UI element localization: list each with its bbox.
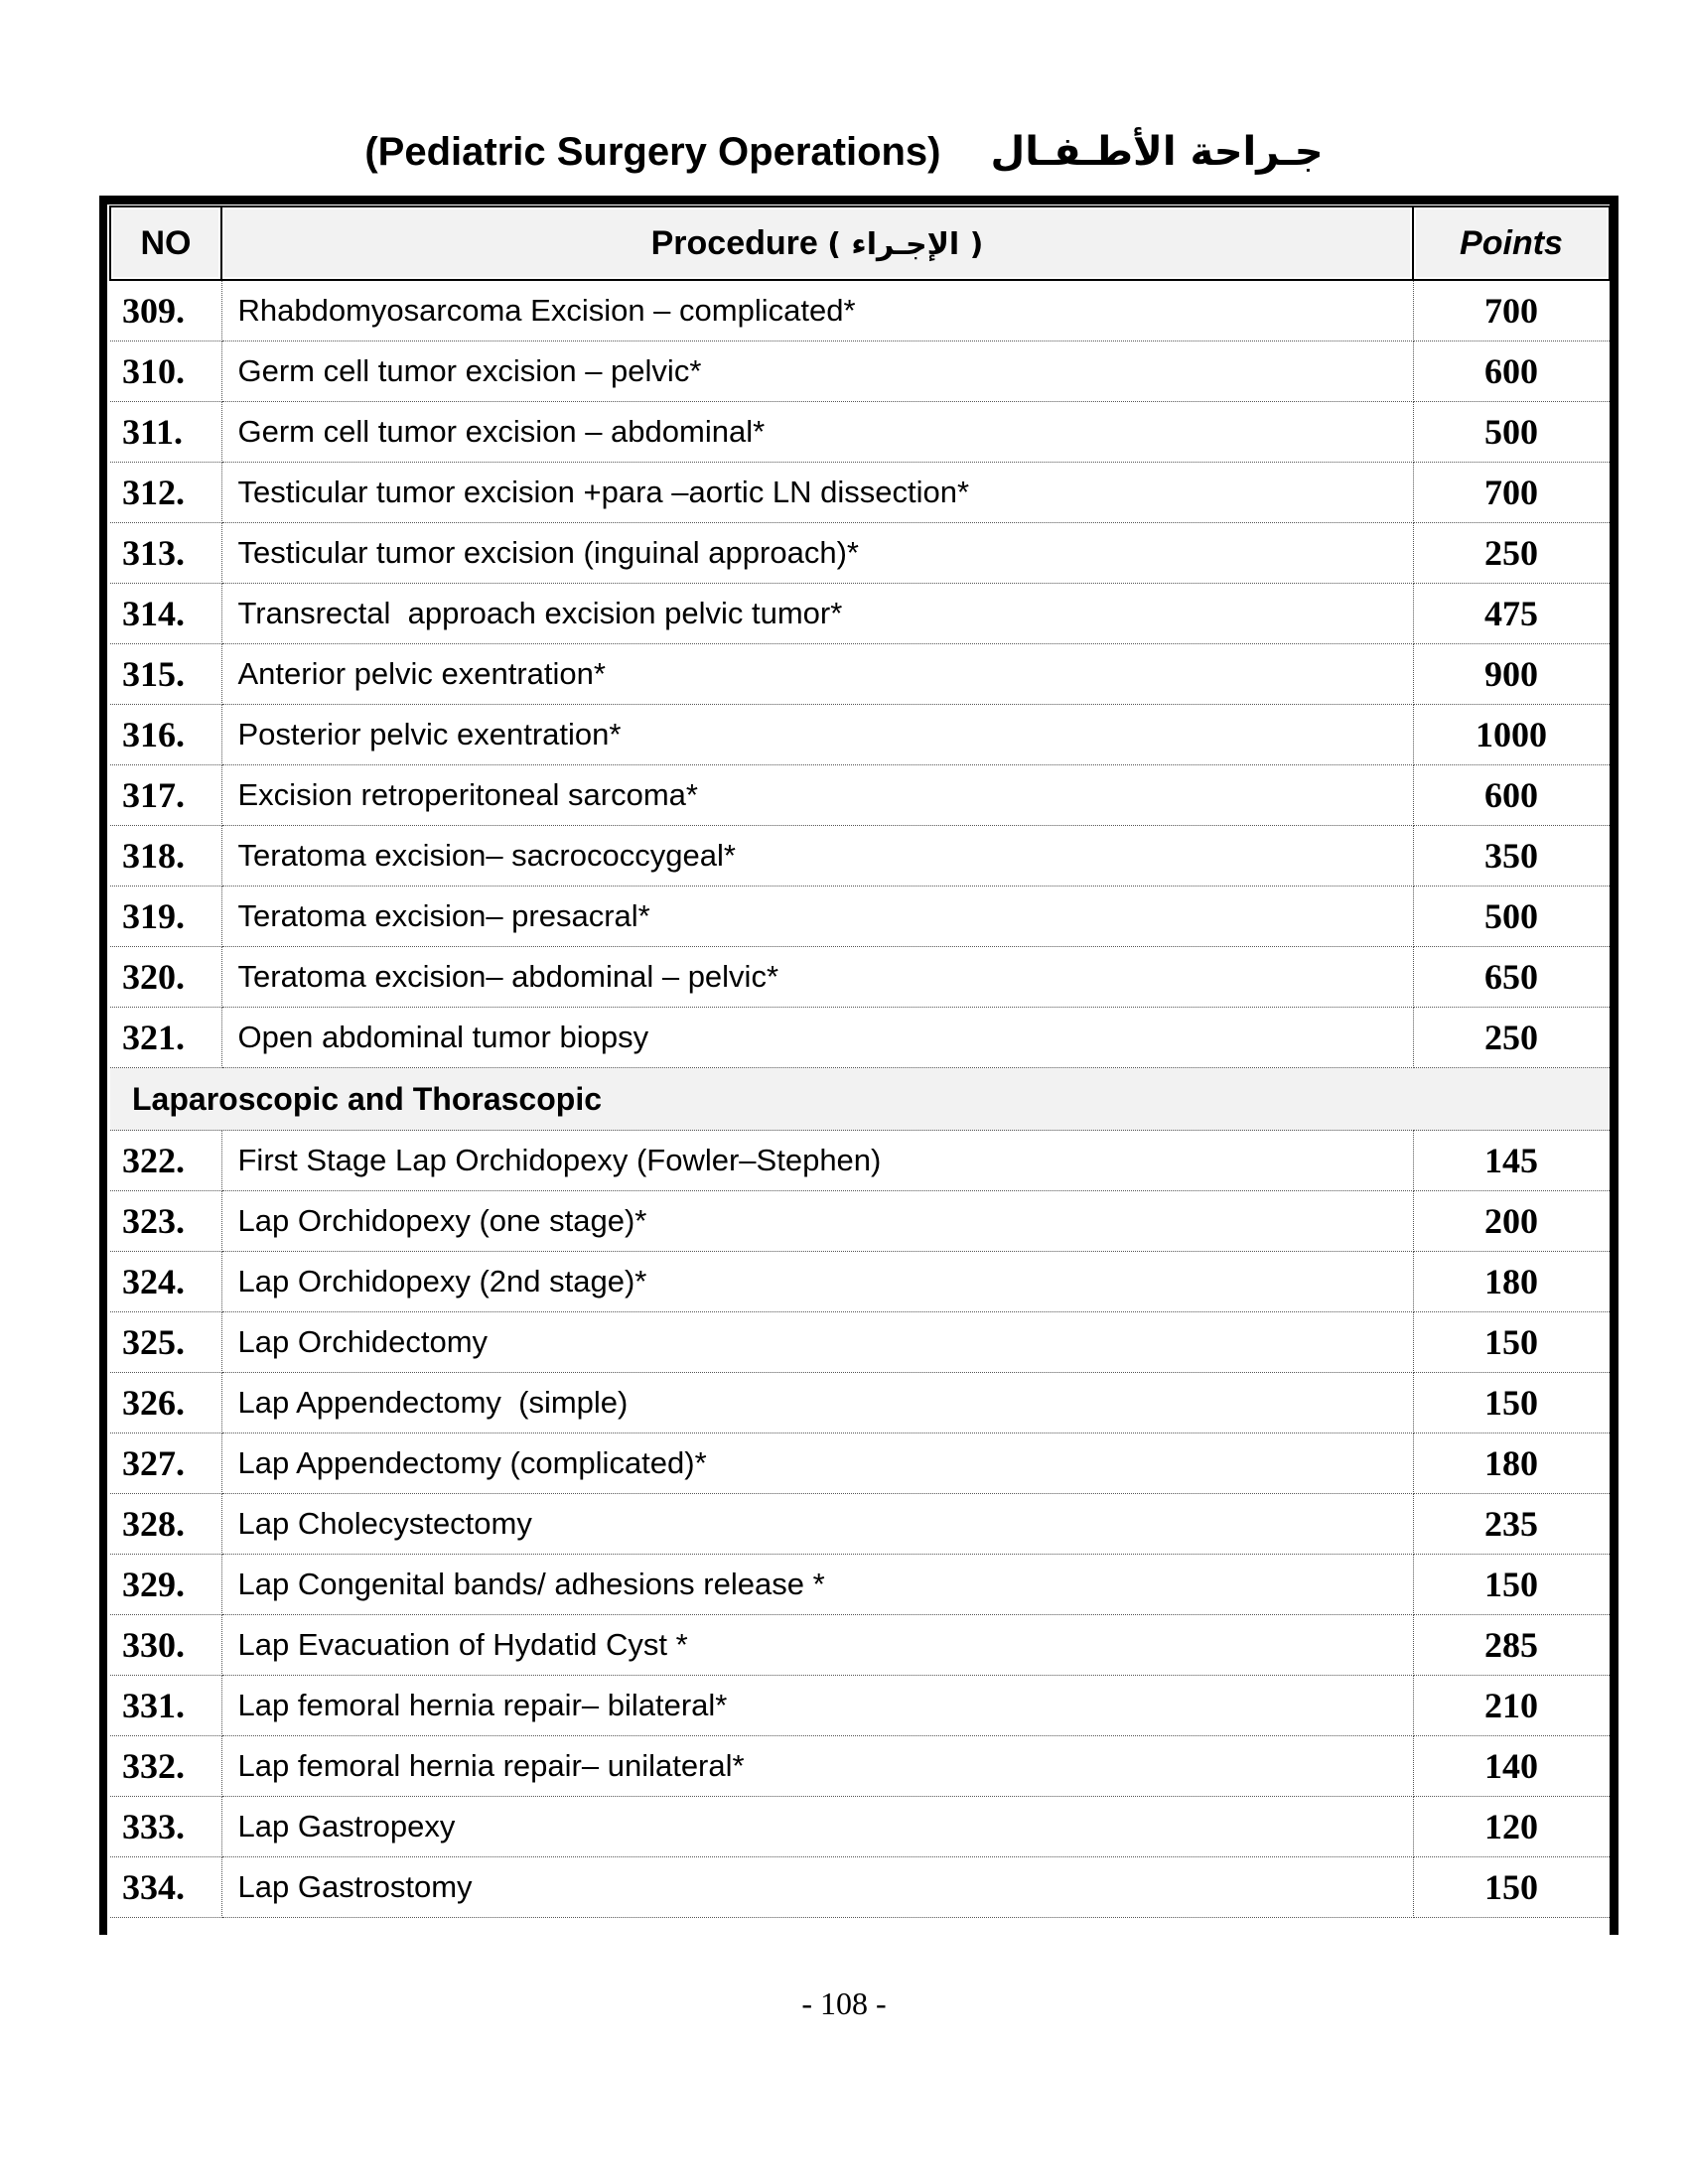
row-number: 317. xyxy=(110,765,221,826)
row-procedure: Lap Gastropexy xyxy=(221,1797,1413,1857)
column-header-procedure xyxy=(221,206,1413,280)
row-points: 1000 xyxy=(1413,705,1610,765)
row-number: 321. xyxy=(110,1008,221,1068)
row-points: 650 xyxy=(1413,947,1610,1008)
table-row xyxy=(110,1131,1610,1191)
table-row xyxy=(110,402,1610,463)
table-row xyxy=(110,1191,1610,1252)
row-number: 331. xyxy=(110,1676,221,1736)
row-procedure: Lap femoral hernia repair– unilateral* xyxy=(221,1736,1413,1797)
table-header-row xyxy=(110,206,1610,280)
table-row xyxy=(110,1736,1610,1797)
table-body-group2 xyxy=(110,1131,1610,1918)
row-points: 150 xyxy=(1413,1373,1610,1433)
table-row xyxy=(110,1857,1610,1918)
page-title xyxy=(0,129,1688,175)
table-row xyxy=(110,1008,1610,1068)
row-points: 250 xyxy=(1413,523,1610,584)
row-number: 320. xyxy=(110,947,221,1008)
table-row xyxy=(110,584,1610,644)
row-points: 235 xyxy=(1413,1494,1610,1555)
row-number: 322. xyxy=(110,1131,221,1191)
table-row xyxy=(110,887,1610,947)
row-procedure: Teratoma excision– sacrococcygeal* xyxy=(221,826,1413,887)
procedures-table xyxy=(109,205,1611,1918)
row-number: 329. xyxy=(110,1555,221,1615)
row-points: 120 xyxy=(1413,1797,1610,1857)
row-procedure: Germ cell tumor excision – abdominal* xyxy=(221,402,1413,463)
table-row xyxy=(110,1555,1610,1615)
row-number: 332. xyxy=(110,1736,221,1797)
table-row xyxy=(110,341,1610,402)
row-points: 500 xyxy=(1413,402,1610,463)
row-number: 314. xyxy=(110,584,221,644)
row-number: 312. xyxy=(110,463,221,523)
table-row xyxy=(110,765,1610,826)
row-points: 150 xyxy=(1413,1857,1610,1918)
row-points: 900 xyxy=(1413,644,1610,705)
row-procedure: Testicular tumor excision (inguinal approach)* xyxy=(221,523,1413,584)
row-number: 316. xyxy=(110,705,221,765)
row-procedure: First Stage Lap Orchidopexy (Fowler–Stephen) xyxy=(221,1131,1413,1191)
row-number: 313. xyxy=(110,523,221,584)
table-row xyxy=(110,947,1610,1008)
row-points: 350 xyxy=(1413,826,1610,887)
row-points: 180 xyxy=(1413,1252,1610,1312)
row-number: 328. xyxy=(110,1494,221,1555)
table-row xyxy=(110,1312,1610,1373)
column-header-procedure-arabic: ( الإجـراء ) xyxy=(827,226,984,262)
row-number: 315. xyxy=(110,644,221,705)
table-body-group1 xyxy=(110,280,1610,1068)
row-procedure: Lap femoral hernia repair– bilateral* xyxy=(221,1676,1413,1736)
row-points: 500 xyxy=(1413,887,1610,947)
row-points: 210 xyxy=(1413,1676,1610,1736)
row-procedure: Lap Gastrostomy xyxy=(221,1857,1413,1918)
table-row xyxy=(110,280,1610,341)
row-procedure: Anterior pelvic exentration* xyxy=(221,644,1413,705)
row-number: 325. xyxy=(110,1312,221,1373)
row-procedure: Lap Congenital bands/ adhesions release * xyxy=(221,1555,1413,1615)
row-number: 311. xyxy=(110,402,221,463)
row-procedure: Teratoma excision– presacral* xyxy=(221,887,1413,947)
row-points: 600 xyxy=(1413,341,1610,402)
row-number: 334. xyxy=(110,1857,221,1918)
row-number: 326. xyxy=(110,1373,221,1433)
row-points: 700 xyxy=(1413,280,1610,341)
row-points: 140 xyxy=(1413,1736,1610,1797)
table-row xyxy=(110,644,1610,705)
table-row xyxy=(110,1373,1610,1433)
row-points: 150 xyxy=(1413,1555,1610,1615)
row-points: 700 xyxy=(1413,463,1610,523)
row-procedure: Transrectal approach excision pelvic tumor* xyxy=(221,584,1413,644)
row-points: 285 xyxy=(1413,1615,1610,1676)
row-points: 200 xyxy=(1413,1191,1610,1252)
page-title-english: (Pediatric Surgery Operations) xyxy=(364,130,941,174)
page-number: - 108 - xyxy=(801,1985,887,2021)
row-number: 333. xyxy=(110,1797,221,1857)
table-row xyxy=(110,1252,1610,1312)
row-points: 250 xyxy=(1413,1008,1610,1068)
row-points: 180 xyxy=(1413,1433,1610,1494)
row-procedure: Teratoma excision– abdominal – pelvic* xyxy=(221,947,1413,1008)
row-procedure: Lap Orchidopexy (one stage)* xyxy=(221,1191,1413,1252)
section-title: Laparoscopic and Thorascopic xyxy=(110,1068,1610,1131)
section-header-row xyxy=(110,1068,1610,1131)
column-header-points: Points xyxy=(1413,206,1610,280)
table-section xyxy=(110,1068,1610,1131)
table-row xyxy=(110,463,1610,523)
row-points: 145 xyxy=(1413,1131,1610,1191)
row-procedure: Lap Orchidopexy (2nd stage)* xyxy=(221,1252,1413,1312)
row-procedure: Excision retroperitoneal sarcoma* xyxy=(221,765,1413,826)
row-number: 330. xyxy=(110,1615,221,1676)
row-procedure: Posterior pelvic exentration* xyxy=(221,705,1413,765)
row-procedure: Lap Appendectomy (simple) xyxy=(221,1373,1413,1433)
page-title-arabic: جـراحة الأطـفـال xyxy=(990,129,1324,175)
row-number: 310. xyxy=(110,341,221,402)
row-number: 309. xyxy=(110,280,221,341)
table-row xyxy=(110,1676,1610,1736)
row-number: 318. xyxy=(110,826,221,887)
column-header-no: NO xyxy=(110,206,221,280)
table-row xyxy=(110,705,1610,765)
row-number: 327. xyxy=(110,1433,221,1494)
row-number: 323. xyxy=(110,1191,221,1252)
table-row xyxy=(110,1433,1610,1494)
row-procedure: Testicular tumor excision +para –aortic LN dissection* xyxy=(221,463,1413,523)
row-procedure: Lap Cholecystectomy xyxy=(221,1494,1413,1555)
table-row xyxy=(110,1797,1610,1857)
row-number: 324. xyxy=(110,1252,221,1312)
row-procedure: Lap Orchidectomy xyxy=(221,1312,1413,1373)
row-procedure: Lap Appendectomy (complicated)* xyxy=(221,1433,1413,1494)
table-row xyxy=(110,523,1610,584)
row-procedure: Open abdominal tumor biopsy xyxy=(221,1008,1413,1068)
table-row xyxy=(110,1494,1610,1555)
row-points: 150 xyxy=(1413,1312,1610,1373)
row-procedure: Lap Evacuation of Hydatid Cyst * xyxy=(221,1615,1413,1676)
row-points: 600 xyxy=(1413,765,1610,826)
row-points: 475 xyxy=(1413,584,1610,644)
row-number: 319. xyxy=(110,887,221,947)
table-row xyxy=(110,826,1610,887)
column-header-procedure-label: Procedure xyxy=(650,223,818,262)
row-procedure: Germ cell tumor excision – pelvic* xyxy=(221,341,1413,402)
table-row xyxy=(110,1615,1610,1676)
row-procedure: Rhabdomyosarcoma Excision – complicated* xyxy=(221,280,1413,341)
